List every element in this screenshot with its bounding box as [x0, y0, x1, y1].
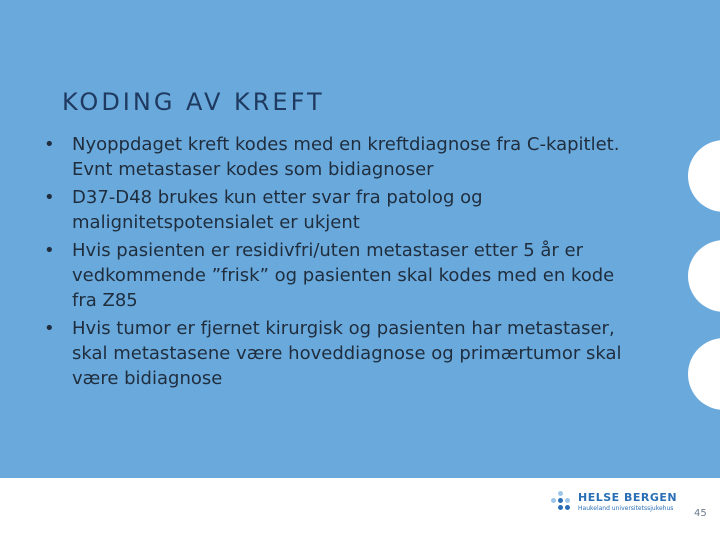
logo-dots-icon — [548, 490, 574, 516]
bullet-item — [44, 132, 644, 182]
bullet-dot: • — [44, 240, 55, 261]
bullet-text: Nyoppdaget kreft kodes med en kreftdiagnose fra C-kapitlet. Evnt metastaser kodes som bidiagnoser — [72, 134, 620, 180]
slide-title: KODING AV KREFT — [62, 88, 325, 116]
bullet-item — [44, 238, 644, 313]
bullet-item — [44, 316, 644, 391]
bullet-text: Hvis pasienten er residivfri/uten metastaser etter 5 år er vedkommende ”frisk” og pasienten skal kodes med en kode fra Z85 — [72, 240, 615, 311]
bullet-text: D37-D48 brukes kun etter svar fra patolog og malignitetspotensialet er ukjent — [72, 187, 483, 233]
logo-name: HELSE BERGEN — [578, 491, 678, 504]
bullet-text: Hvis tumor er fjernet kirurgisk og pasienten har metastaser, skal metastasene være hoveddiagnose og primærtumor skal være bidiagnose — [72, 318, 622, 389]
bullet-dot: • — [44, 134, 55, 155]
logo-tagline: Haukeland universitetssjukehus — [578, 505, 674, 512]
bullet-item — [44, 185, 644, 235]
bullet-dot: • — [44, 187, 55, 208]
helse-bergen-logo — [548, 490, 688, 516]
page-number: 45 — [694, 508, 707, 519]
bullet-dot: • — [44, 318, 55, 339]
bullet-list — [44, 132, 644, 394]
